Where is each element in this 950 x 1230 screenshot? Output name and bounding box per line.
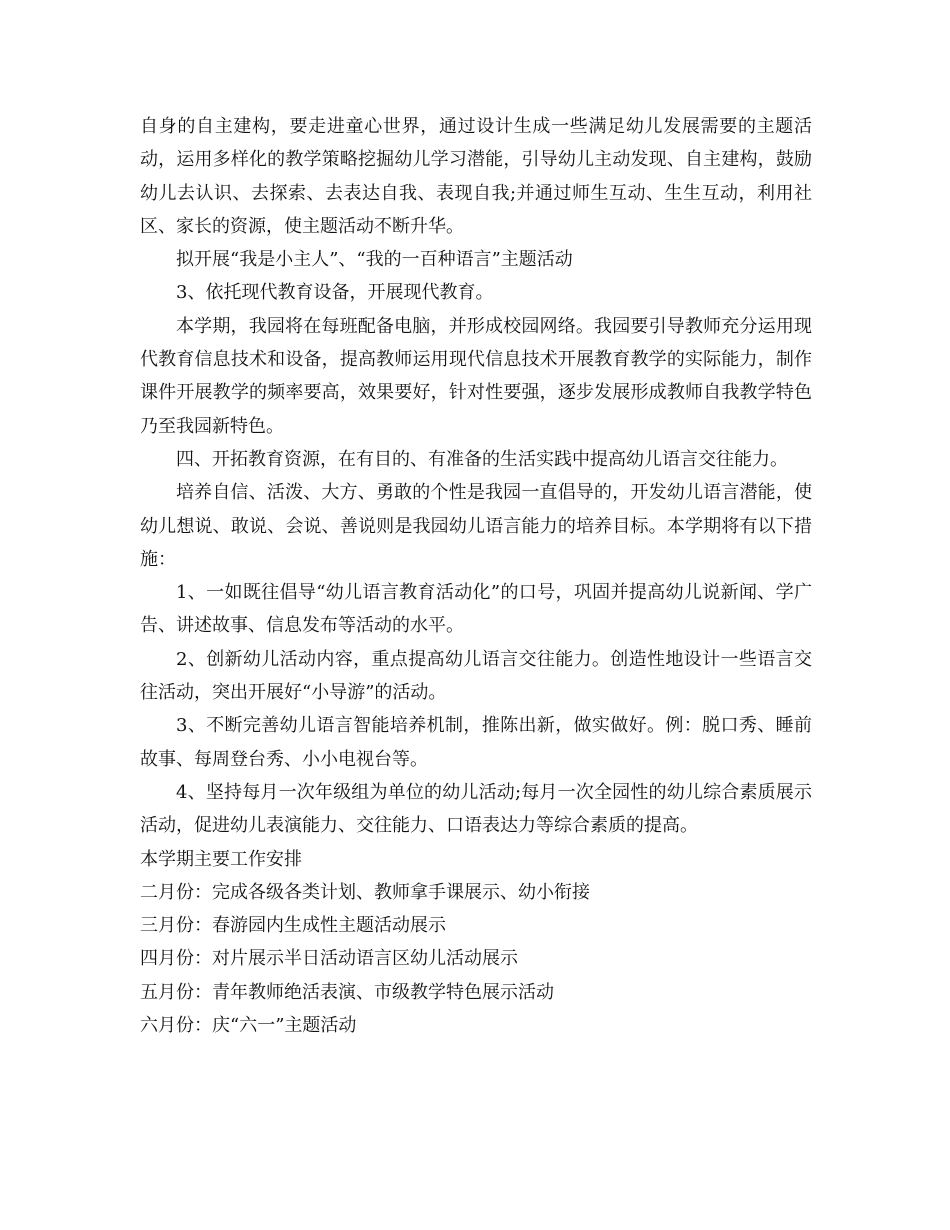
document-body — [140, 110, 812, 1042]
schedule-february: 二月份：完成各级各类计划、教师拿手课展示、幼小衔接 — [140, 881, 590, 903]
schedule-march: 三月份：春游园内生成性主题活动展示 — [140, 915, 446, 937]
schedule-title: 本学期主要工作安排 — [140, 848, 302, 870]
schedule-june: 六月份：庆“六一”主题活动 — [140, 1015, 357, 1037]
paragraph-modern-education: 本学期，我园将在每班配备电脑，并形成校园网络。我园要引导教师充分运用现代教育信息技术和设备，提高教师运用现代信息技术开展教育教学的实际能力，制作课件开展教学的频率要高，效果要好，针对性要强，逐步发展形成教师自我教学特色乃至我园新特色。 — [140, 315, 812, 437]
paragraph-language-goals: 培养自信、活泼、大方、勇敢的个性是我园一直倡导的，开发幼儿语言潜能，使幼儿想说、敢说、会说、善说则是我园幼儿语言能力的培养目标。本学期将有以下措施： — [140, 482, 812, 570]
measure-item-4: 4、坚持每月一次年级组为单位的幼儿活动;每月一次全园性的幼儿综合素质展示活动，促进幼儿表演能力、交往能力、口语表达力等综合素质的提高。 — [140, 781, 812, 837]
measure-item-3: 3、不断完善幼儿语言智能培养机制，推陈出新，做实做好。例：脱口秀、睡前故事、每周登台秀、小小电视台等。 — [140, 715, 812, 770]
paragraph-themes: 拟开展“我是小主人”、“我的一百种语言”主题活动 — [176, 249, 573, 271]
section-heading-modern-education: 3、依托现代教育设备，开展现代教育。 — [176, 282, 494, 304]
section-heading-language: 四、开拓教育资源，在有目的、有准备的生活实践中提高幼儿语言交往能力。 — [176, 448, 788, 470]
schedule-may: 五月份：青年教师绝活表演、市级教学特色展示活动 — [140, 981, 554, 1003]
measure-item-1: 1、一如既往倡导“幼儿语言教育活动化”的口号，巩固并提高幼儿说新闻、学广告、讲述故事、信息发布等活动的水平。 — [140, 582, 812, 637]
measure-item-2: 2、创新幼儿活动内容，重点提高幼儿语言交往能力。创造性地设计一些语言交往活动，突出开展好“小导游”的活动。 — [140, 648, 812, 704]
paragraph-continuation: 自身的自主建构，要走进童心世界，通过设计生成一些满足幼儿发展需要的主题活动，运用多样化的教学策略挖掘幼儿学习潜能，引导幼儿主动发现、自主建构，鼓励幼儿去认识、去探索、去表达自我、表现自我;并通过师生互动、生生互动，利用社区、家长的资源，使主题活动不断升华。 — [140, 116, 812, 237]
schedule-april: 四月份：对片展示半日活动语言区幼儿活动展示 — [140, 948, 518, 970]
